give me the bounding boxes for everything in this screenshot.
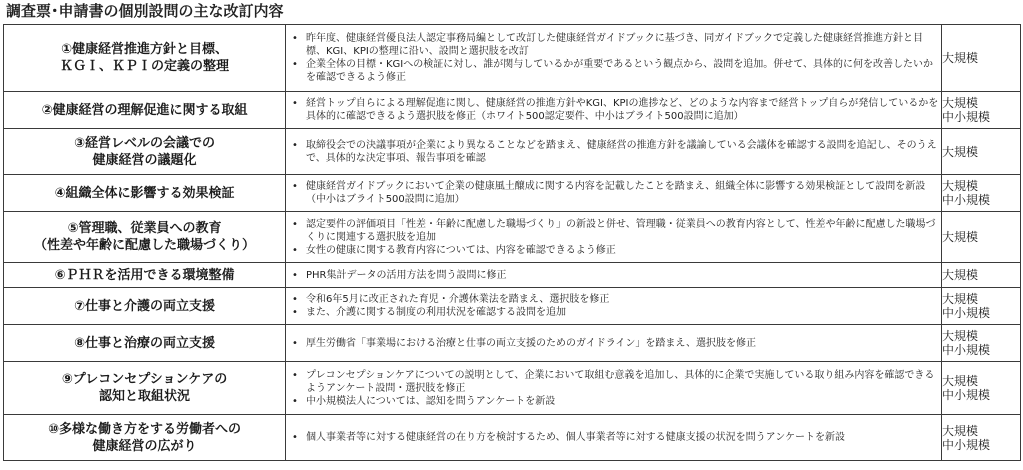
scale-label: 中小規模 [942,193,991,207]
table-row [4,415,1021,461]
bullet-item: • 経営トップ自らによる理解促進に関し、健康経営の推進方針やKGI、KPIの進捗など、どのような内容まで経営トップ自らが発信しているかを具体的に確認できるよう選択肢を修正（ホワイト500認定要件、中小はブライト500設問に追加） [286,97,941,123]
item-title-line: ⑨プレコンセプションケアの [61,372,228,387]
table-row [4,129,1021,175]
bullet-item: • 令和6年5月に改正された育児・介護休業法を踏まえ、選択肢を修正 [286,293,941,306]
bullet-item: • 認定要件の評価項目「性差・年齢に配慮した職場づくり」の新設と併せ、管理職・従業員への教育内容として、性差や年齢に配慮した職場づくりに関連する選択肢を追加 [286,218,941,244]
bullet-item: • 厚生労働省「事業場における治療と仕事の両立支援のためのガイドライン」を踏まえ、選択肢を修正 [286,337,941,350]
item-title-line: ①健康経営推進方針と目標、 [60,42,228,57]
item-title-line: 健康経営の議題化 [92,152,197,168]
bullet-item: • 女性の健康に関する教育内容については、内容を確認できるよう修正 [286,244,941,257]
revision-detail [286,175,942,212]
table-row [4,25,1021,92]
bullet-list [286,139,941,165]
item-title [4,212,286,263]
bullet-list [286,431,941,444]
bullet-item: • 中小規模法人については、認知を問うアンケートを新設 [286,395,941,408]
bullet-item: • 昨年度、健康経営優良法人認定事務局編として改訂した健康経営ガイドブックに基づき、同ガイドブックで定義した健康経営推進方針と目標、KGI、KPIの整理に沿い、設問と選択肢を改訂 [286,32,941,58]
scale-label: 大規模 [942,329,979,343]
revision-detail [286,415,942,461]
table-row [4,263,1021,288]
item-title-line: 認知と取組状況 [98,389,190,404]
target-scale [942,415,1021,461]
item-title [4,175,286,212]
bullet-list [286,269,941,282]
revision-detail [286,263,942,288]
scale-label: 大規模 [942,179,979,193]
table-row [4,175,1021,212]
page-title: 調査票･申請書の個別設問の主な改訂内容 [6,2,284,20]
bullet-item: • 取締役会での決議事項が企業により異なることなどを踏まえ、健康経営の推進方針を議論している会議体を確認する設問を追記し、そのうえで、具体的な決定事項、報告事項を確認 [286,139,941,165]
item-title-line: ⑥ＰＨＲを活用できる環境整備 [54,267,235,283]
item-title-line: （性差や年齢に配慮した職場づくり） [33,238,255,253]
item-title [4,325,286,362]
revision-table-body [4,25,1021,461]
bullet-list [286,337,941,350]
bullet-item: • プレコンセプションケアについての説明として、企業において取組む意義を追加し、具体的に企業で実施している取り組み内容を確認できるようアンケート設問・選択肢を修正 [286,369,941,395]
scale-label: 大規模 [942,51,979,65]
item-title [4,92,286,129]
item-title [4,362,286,415]
bullet-item: • 健康経営ガイドブックにおいて企業の健康風土醸成に関する内容を記載したことを踏まえ、組織全体に影響する効果検証として設問を新設（中小はブライト500設問に追加） [286,180,941,206]
bullet-list [286,97,941,123]
item-title-line: 健康経営の広がり [92,438,197,454]
item-title [4,129,286,175]
target-scale [942,288,1021,325]
target-scale [942,212,1021,263]
target-scale [942,25,1021,92]
bullet-item: • 企業全体の目標・KGIへの検証に対し、誰が関与しているかが重要であるという観点から、設問を追加。併せて、具体的に何を改善したいかを確認できるよう修正 [286,58,941,84]
item-title-line: ＫＧＩ、ＫＰＩの定義の整理 [59,59,229,74]
bullet-list [286,369,941,408]
scale-label: 中小規模 [942,343,991,357]
revision-table [3,24,1021,461]
scale-label: 中小規模 [942,110,991,124]
revision-detail [286,25,942,92]
bullet-item: • 個人事業者等に対する健康経営の在り方を検討するため、個人事業者等に対する健康支援の状況を問うアンケートを新設 [286,431,941,444]
item-title [4,25,286,92]
table-row [4,92,1021,129]
revision-detail [286,362,942,415]
revision-detail [286,212,942,263]
revision-detail [286,325,942,362]
bullet-item: • また、介護に関する制度の利用状況を確認する設問を追加 [286,306,941,319]
target-scale [942,362,1021,415]
bullet-list [286,32,941,84]
item-title [4,415,286,461]
target-scale [942,92,1021,129]
item-title-line: ⑤管理職、従業員への教育 [67,221,222,236]
target-scale [942,325,1021,362]
scale-label: 大規模 [942,144,979,159]
item-title-line: ⑧仕事と治療の両立支援 [73,335,215,351]
item-title [4,263,286,288]
scale-label: 大規模 [942,96,979,110]
scale-label: 大規模 [942,374,979,388]
bullet-list [286,218,941,257]
scale-label: 大規模 [942,268,979,282]
scale-label: 大規模 [942,423,979,438]
bullet-list [286,180,941,206]
item-title-line: ②健康経営の理解促進に関する取組 [41,102,248,118]
item-title [4,288,286,325]
table-row [4,288,1021,325]
scale-label: 中小規模 [942,306,991,320]
bullet-list [286,293,941,319]
revision-detail [286,288,942,325]
revision-detail [286,92,942,129]
scale-label: 大規模 [942,292,979,306]
table-row [4,362,1021,415]
target-scale [942,263,1021,288]
item-title-line: ④組織全体に影響する効果検証 [54,185,235,201]
table-row [4,212,1021,263]
item-title-line: ⑦仕事と介護の両立支援 [73,298,215,314]
scale-label: 大規模 [942,230,979,244]
revision-detail [286,129,942,175]
scale-label: 中小規模 [942,388,991,402]
item-title-line: ⑩多様な働き方をする労働者への [47,421,241,437]
scale-label: 中小規模 [942,437,991,452]
item-title-line: ③経営レベルの会議での [73,135,215,151]
target-scale [942,129,1021,175]
table-row [4,325,1021,362]
target-scale [942,175,1021,212]
bullet-item: • PHR集計データの活用方法を問う設問に修正 [286,269,941,282]
